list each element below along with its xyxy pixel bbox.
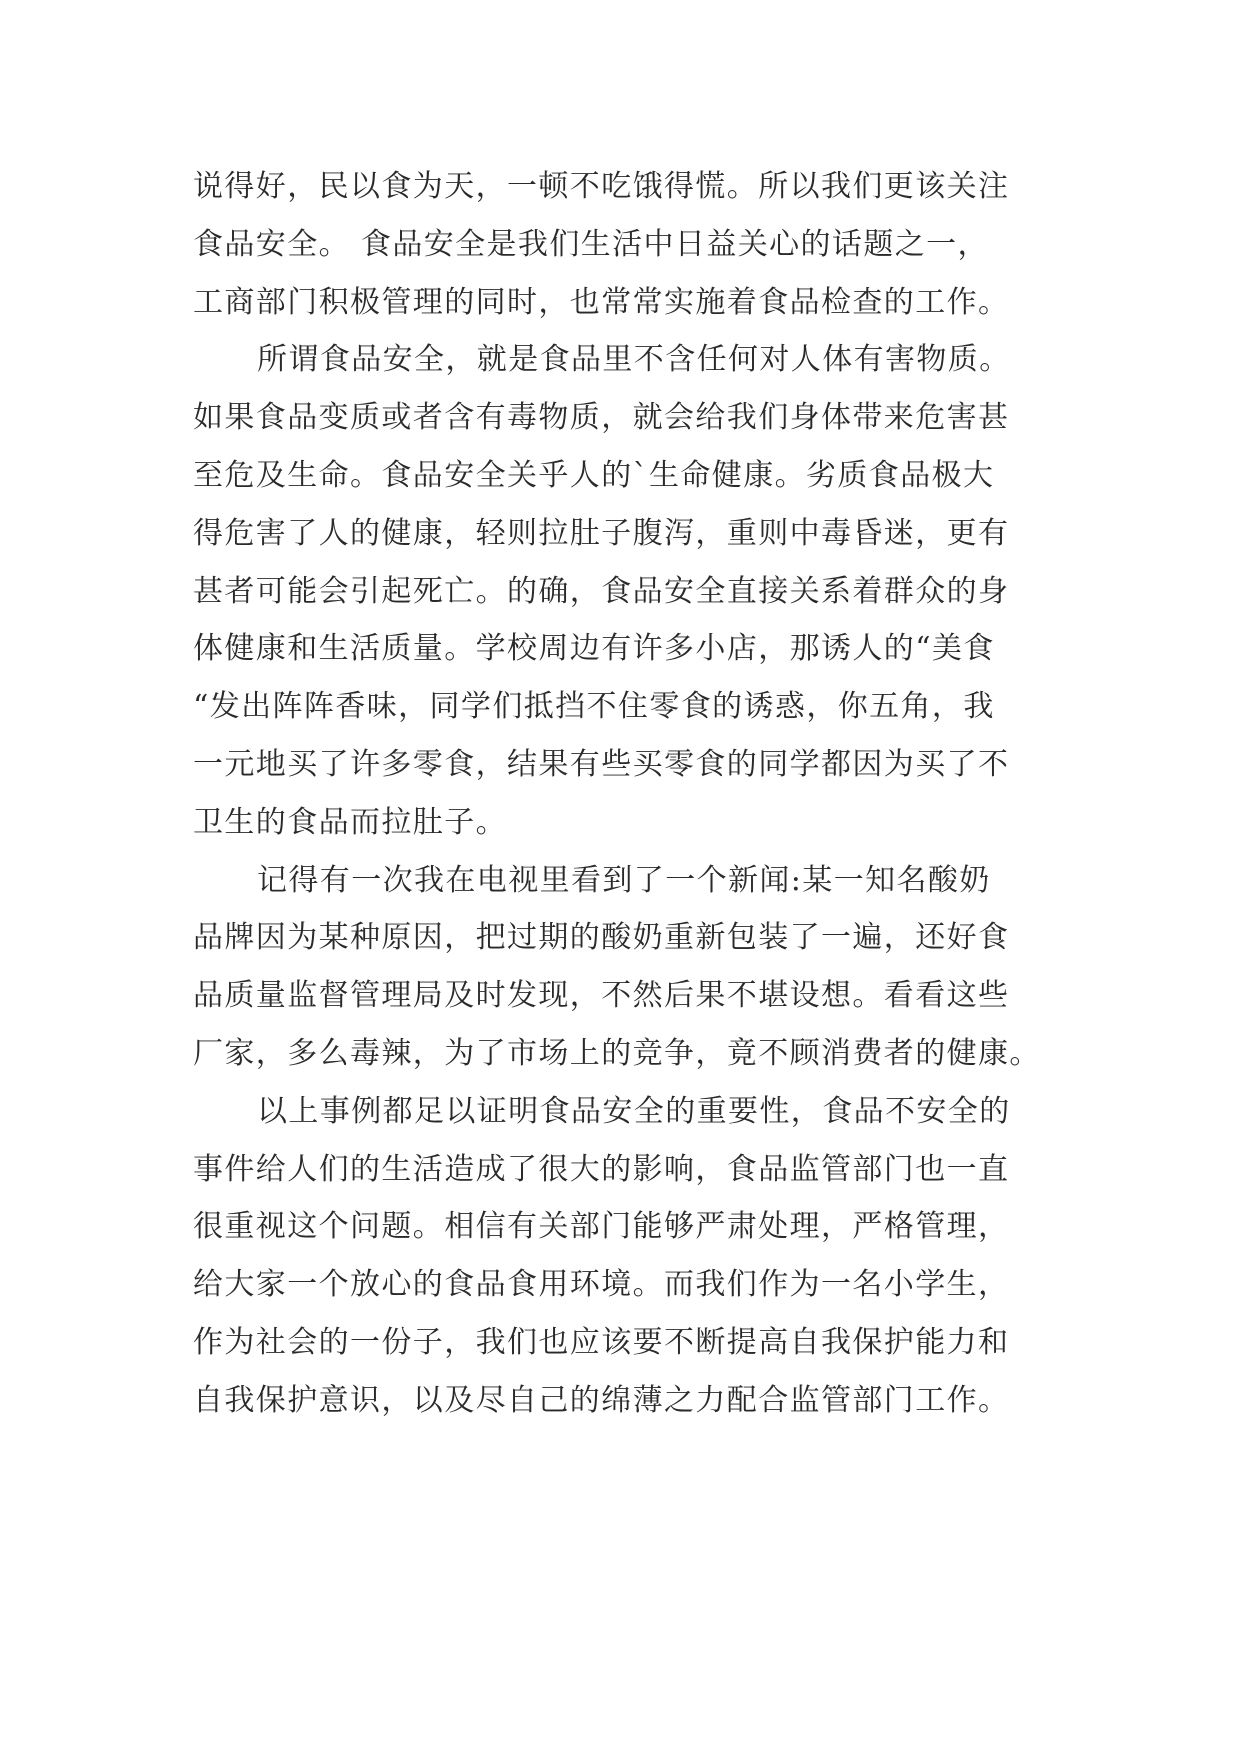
- text-line: 给大家一个放心的食品食用环境。而我们作为一名小学生，: [193, 1267, 1010, 1303]
- text-line: 自我保护意识，以及尽自己的绵薄之力配合监管部门工作。: [193, 1382, 1010, 1418]
- paragraph-first-line: 记得有一次我在电视里看到了一个新闻:某一知名酸奶: [257, 862, 991, 898]
- text-line: 卫生的食品而拉肚子。: [193, 804, 507, 840]
- text-line: 食品安全。 食品安全是我们生活中日益关心的话题之一，: [193, 226, 989, 262]
- text-line: 很重视这个问题。相信有关部门能够严肃处理，严格管理，: [193, 1209, 1010, 1245]
- text-line: 得危害了人的健康，轻则拉肚子腹泻，重则中毒昏迷，更有: [193, 515, 1010, 551]
- document-body: [193, 158, 1073, 1430]
- text-line: 作为社会的一份子，我们也应该要不断提高自我保护能力和: [193, 1324, 1010, 1360]
- text-line: “发出阵阵香味，同学们抵挡不住零食的诱惑，你五角，我: [193, 689, 995, 725]
- text-line: 如果食品变质或者含有毒物质，就会给我们身体带来危害甚: [193, 400, 1010, 436]
- text-line: 说得好，民以食为天，一顿不吃饿得慌。所以我们更该关注: [193, 169, 1010, 204]
- text-line: 至危及生命。食品安全关乎人的`生命健康。劣质食品极大: [193, 457, 995, 493]
- text-line: 甚者可能会引起死亡。的确，食品安全直接关系着群众的身: [193, 573, 1010, 609]
- text-line: 事件给人们的生活造成了很大的影响，食品监管部门也一直: [193, 1151, 1010, 1187]
- text-line: 厂家，多么毒辣，为了市场上的竞争，竟不顾消费者的健康。: [193, 1035, 1041, 1071]
- text-line: 一元地买了许多零食，结果有些买零食的同学都因为买了不: [193, 746, 1010, 782]
- text-line: 品质量监督管理局及时发现，不然后果不堪设想。看看这些: [193, 978, 1010, 1014]
- text-line: 品牌因为某种原因，把过期的酸奶重新包装了一遍，还好食: [193, 920, 1010, 956]
- text-line: 体健康和生活质量。学校周边有许多小店，那诱人的“美食: [193, 631, 995, 667]
- text-line: 工商部门积极管理的同时，也常常实施着食品检查的工作。: [193, 284, 1010, 320]
- paragraph-first-line: 所谓食品安全，就是食品里不含任何对人体有害物质。: [257, 342, 1011, 378]
- paragraph-first-line: 以上事例都足以证明食品安全的重要性，食品不安全的: [257, 1093, 1011, 1129]
